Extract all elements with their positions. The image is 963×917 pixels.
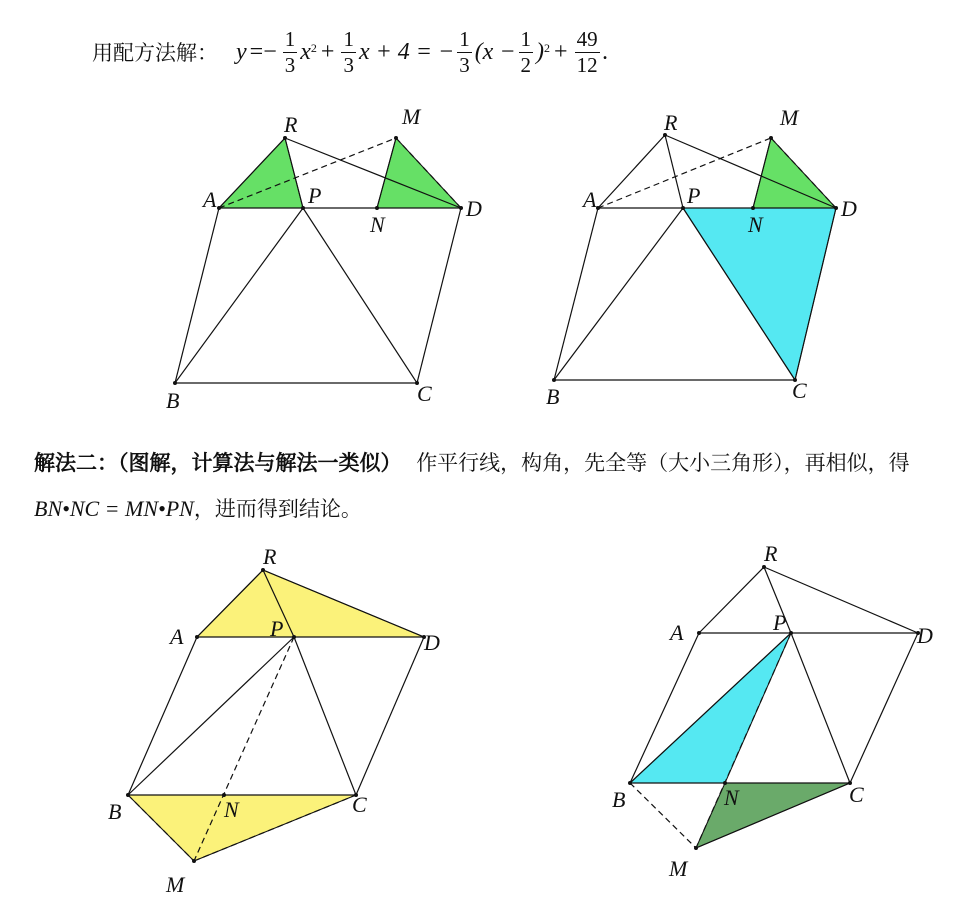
fig1-label-A: A: [203, 187, 217, 212]
method2-text1: 作平行线，构角，先全等（大小三角形），再相似，得: [416, 451, 910, 475]
fig3-label-C: C: [352, 792, 367, 817]
fig2-label-P: P: [687, 183, 701, 208]
fig2-label-M: M: [780, 105, 799, 130]
fig1-label-D: D: [466, 196, 482, 221]
fig3-shade-BMC: [128, 795, 356, 861]
period: .: [602, 38, 609, 65]
fig4-label-D: D: [917, 623, 933, 648]
fig2-label-D: D: [841, 196, 857, 221]
power-2b: 2: [544, 40, 551, 55]
fig1-label-N: N: [370, 212, 385, 237]
fig3-shade-RAD: [197, 570, 424, 637]
plus-2: +: [554, 38, 568, 65]
plus-1: +: [320, 38, 335, 65]
figure-3: [108, 544, 440, 897]
fig2-label-R: R: [664, 110, 678, 135]
fig3-label-B: B: [108, 799, 122, 824]
figure-1: [166, 104, 482, 413]
fig3-label-D: D: [424, 630, 440, 655]
frac-2: $\frac{1}{3}$: [343, 27, 354, 77]
fig2-label-A: A: [583, 187, 597, 212]
fig4-label-A: A: [670, 620, 684, 645]
paren-close: ): [536, 38, 545, 65]
fig4-label-C: C: [849, 782, 864, 807]
frac-4: $\frac{1}{2}$: [520, 27, 532, 77]
fig1-label-B: B: [166, 388, 180, 413]
frac-5: $\frac{49}{12}$: [576, 27, 598, 77]
fig2-label-B: B: [546, 384, 560, 409]
eq-minus: =−: [249, 38, 277, 65]
fig2-label-C: C: [792, 378, 807, 403]
fig4-label-B: B: [612, 787, 626, 812]
formula-label: 用配方法解：: [92, 41, 218, 65]
fig1-shade-ARP: [219, 138, 303, 208]
fig3-label-R: R: [263, 544, 277, 569]
fig3-label-M: M: [166, 872, 185, 897]
fig4-label-N: N: [724, 785, 739, 810]
fig2-shade-MND: [753, 138, 836, 208]
figure-4: [612, 541, 933, 881]
fig3-label-P: P: [270, 616, 284, 641]
formula-rest-1: x + 4 = −: [358, 38, 455, 65]
fig4-label-P: P: [773, 610, 787, 635]
var-y: y: [236, 38, 247, 65]
method2-equation: BN•NC = MN•PN: [34, 496, 194, 521]
fig1-label-R: R: [284, 112, 298, 137]
power-2: 2: [310, 40, 317, 55]
method2-text2: ，进而得到结论。: [193, 497, 362, 521]
fig1-label-M: M: [402, 104, 421, 129]
fig4-label-M: M: [669, 856, 688, 881]
fig3-label-A: A: [170, 624, 184, 649]
frac-1: $\frac{1}{3}$: [284, 27, 296, 77]
figure-2: [546, 105, 857, 409]
fig1-label-P: P: [308, 183, 322, 208]
fig3-label-N: N: [224, 797, 239, 822]
paren-open: (x −: [474, 38, 516, 65]
fig2-label-N: N: [748, 212, 763, 237]
var-x: x: [300, 38, 311, 65]
method2-heading: 解法二：（图解，计算法与解法一类似）: [34, 451, 402, 475]
fig1-label-C: C: [417, 381, 432, 406]
frac-3: $\frac{1}{3}$: [459, 27, 470, 77]
fig4-label-R: R: [764, 541, 778, 566]
fig1-shade-MND: [377, 138, 461, 208]
